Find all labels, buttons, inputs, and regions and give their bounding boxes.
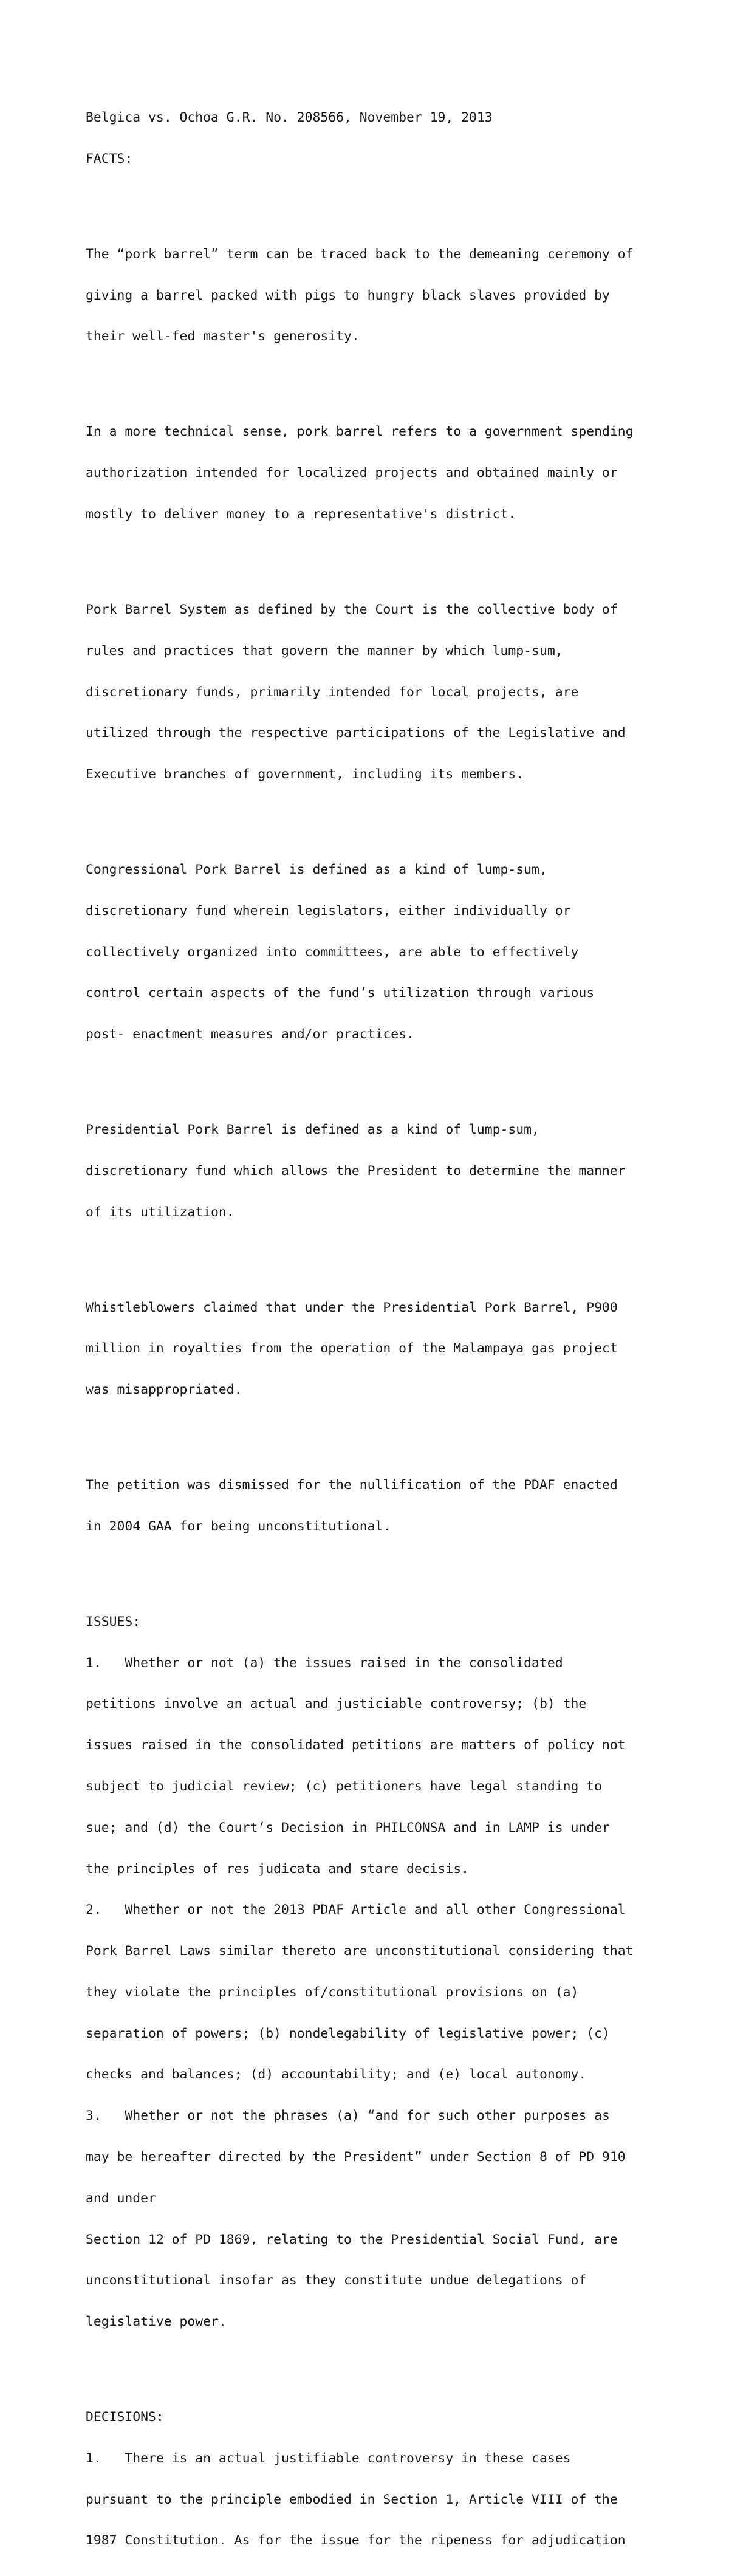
- facts-line: giving a barrel packed with pigs to hungry black slaves provided by: [86, 287, 610, 303]
- issues-line: 2. Whether or not the 2013 PDAF Article and all other Congressional: [86, 1902, 626, 1918]
- facts-line: The petition was dismissed for the nullification of the PDAF enacted: [86, 1478, 618, 1493]
- facts-line: their well-fed master's generosity.: [86, 329, 360, 344]
- issues-line: Section 12 of PD 1869, relating to the Presidential Social Fund, are: [86, 2232, 618, 2247]
- facts-heading: FACTS:: [86, 151, 133, 166]
- issues-line: checks and balances; (d) accountability; and (e) local autonomy.: [86, 2067, 587, 2083]
- facts-line: million in royalties from the operation of the Malampaya gas project: [86, 1341, 618, 1357]
- facts-line: mostly to deliver money to a representative's district.: [86, 507, 516, 522]
- facts-line: of its utilization.: [86, 1204, 234, 1220]
- issues-line: 1. Whether or not (a) the issues raised in the consolidated: [86, 1655, 563, 1671]
- issues-line: unconstitutional insofar as they constitute undue delegations of: [86, 2273, 587, 2289]
- issues-line: sue; and (d) the Court‘s Decision in PHILCONSA and in LAMP is under: [86, 1820, 610, 1835]
- decisions-line: 1987 Constitution. As for the issue for the ripeness for adjudication: [86, 2533, 626, 2549]
- facts-line: Congressional Pork Barrel is defined as a kind of lump-sum,: [86, 862, 547, 878]
- issues-line: the principles of res judicata and stare decisis.: [86, 1861, 470, 1877]
- facts-line: Whistleblowers claimed that under the Presidential Pork Barrel, P900: [86, 1300, 618, 1315]
- facts-line: collectively organized into committees, are able to effectively: [86, 944, 579, 960]
- facts-line: In a more technical sense, pork barrel refers to a government spending: [86, 424, 634, 440]
- decisions-heading: DECISIONS:: [86, 2410, 164, 2425]
- facts-line: Presidential Pork Barrel is defined as a kind of lump-sum,: [86, 1122, 539, 1138]
- issues-heading: ISSUES:: [86, 1614, 141, 1629]
- issues-line: may be hereafter directed by the President” under Section 8 of PD 910: [86, 2150, 626, 2165]
- facts-line: rules and practices that govern the manner by which lump-sum,: [86, 643, 563, 659]
- issues-line: 3. Whether or not the phrases (a) “and for such other purposes as: [86, 2108, 610, 2124]
- facts-line: control certain aspects of the fund’s utilization through various: [86, 985, 595, 1001]
- issues-line: petitions involve an actual and justiciable controversy; (b) the: [86, 1696, 587, 1712]
- decisions-line: pursuant to the principle embodied in Section 1, Article VIII of the: [86, 2492, 618, 2507]
- facts-line: in 2004 GAA for being unconstitutional.: [86, 1518, 391, 1534]
- facts-line: was misappropriated.: [86, 1382, 242, 1398]
- facts-line: discretionary fund wherein legislators, either individually or: [86, 903, 571, 919]
- facts-line: Executive branches of government, including its members.: [86, 767, 524, 783]
- decisions-line: 1. There is an actual justifiable controversy in these cases: [86, 2450, 571, 2466]
- document-body: [86, 84, 693, 2575]
- issues-line: separation of powers; (b) nondelegability of legislative power; (c): [86, 2026, 610, 2041]
- facts-line: Pork Barrel System as defined by the Court is the collective body of: [86, 601, 618, 617]
- facts-line: utilized through the respective participations of the Legislative and: [86, 725, 626, 741]
- facts-line: post- enactment measures and/or practices.: [86, 1027, 414, 1043]
- issues-line: issues raised in the consolidated petitions are matters of policy not: [86, 1738, 626, 1753]
- facts-line: authorization intended for localized projects and obtained mainly or: [86, 465, 618, 481]
- issues-line: they violate the principles of/constitutional provisions on (a): [86, 1984, 579, 2000]
- facts-line: discretionary funds, primarily intended for local projects, are: [86, 684, 579, 700]
- issues-line: legislative power.: [86, 2314, 227, 2330]
- facts-line: discretionary fund which allows the President to determine the manner: [86, 1163, 626, 1179]
- issues-line: and under: [86, 2190, 156, 2206]
- issues-line: subject to judicial review; (c) petitioners have legal standing to: [86, 1779, 602, 1794]
- issues-line: Pork Barrel Laws similar thereto are unconstitutional considering that: [86, 1944, 634, 1959]
- document-title: Belgica vs. Ochoa G.R. No. 208566, November 19, 2013: [86, 110, 493, 126]
- facts-line: The “pork barrel” term can be traced back to the demeaning ceremony of: [86, 246, 634, 262]
